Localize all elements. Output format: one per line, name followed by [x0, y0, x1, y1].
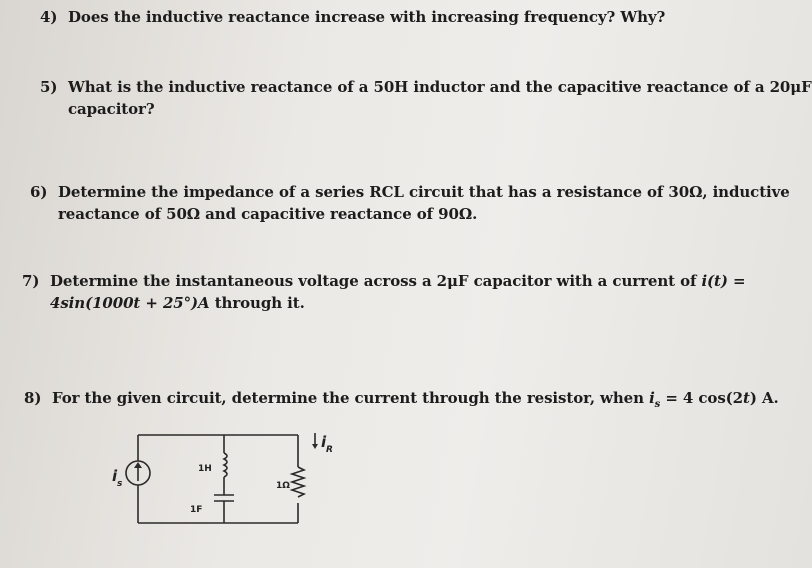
- inductor-label: 1H: [198, 464, 212, 474]
- question-text: Determine the impedance of a series RCL circuit that has a resistance of 30Ω, inductive: [58, 183, 790, 201]
- question-7: [22, 270, 745, 314]
- current-expression: i(t) =: [701, 272, 746, 290]
- question-text: What is the inductive reactance of a 50H inductor and the capacitive reactance of a 20μF: [68, 78, 812, 96]
- current-sub-label: R: [326, 445, 333, 455]
- source-symbol: i: [649, 389, 655, 407]
- question-6: [30, 181, 790, 225]
- question-5: [40, 76, 812, 120]
- source-expression-end: ) A.: [749, 389, 779, 407]
- question-8: [24, 387, 779, 416]
- question-text: For the given circuit, determine the current through the resistor, when: [52, 389, 650, 407]
- source-expression: = 4 cos(2: [660, 389, 743, 407]
- up-arrow-icon: [134, 462, 142, 468]
- question-text: Determine the instantaneous voltage across a 2μF capacitor with a current of: [50, 272, 702, 290]
- current-expression-continued: 4sin(1000t + 25°)A: [50, 294, 210, 312]
- down-arrow-icon: [312, 444, 318, 449]
- inductor-coil-icon: [224, 453, 227, 477]
- question-number: 8): [24, 389, 42, 407]
- resistor-zigzag-icon: [292, 467, 304, 497]
- circuit-diagram: [110, 425, 340, 530]
- source-sub-label: s: [117, 479, 123, 489]
- question-text-continued: capacitor?: [68, 100, 155, 118]
- source-subscript: s: [654, 399, 661, 410]
- resistor-label: 1Ω: [276, 481, 290, 491]
- question-text: Does the inductive reactance increase with increasing frequency? Why?: [68, 8, 666, 26]
- source-label: i: [112, 467, 118, 485]
- circuit-svg: [110, 425, 340, 530]
- question-4: [40, 6, 665, 28]
- time-variable: t: [743, 389, 750, 407]
- question-number: 4): [40, 8, 58, 26]
- capacitor-label: 1F: [190, 505, 203, 515]
- question-number: 7): [22, 272, 40, 290]
- current-label: i: [321, 433, 327, 451]
- question-text-continued: through it.: [209, 294, 305, 312]
- question-number: 5): [40, 78, 58, 96]
- question-number: 6): [30, 183, 48, 201]
- question-text-continued: reactance of 50Ω and capacitive reactance of 90Ω.: [58, 205, 478, 223]
